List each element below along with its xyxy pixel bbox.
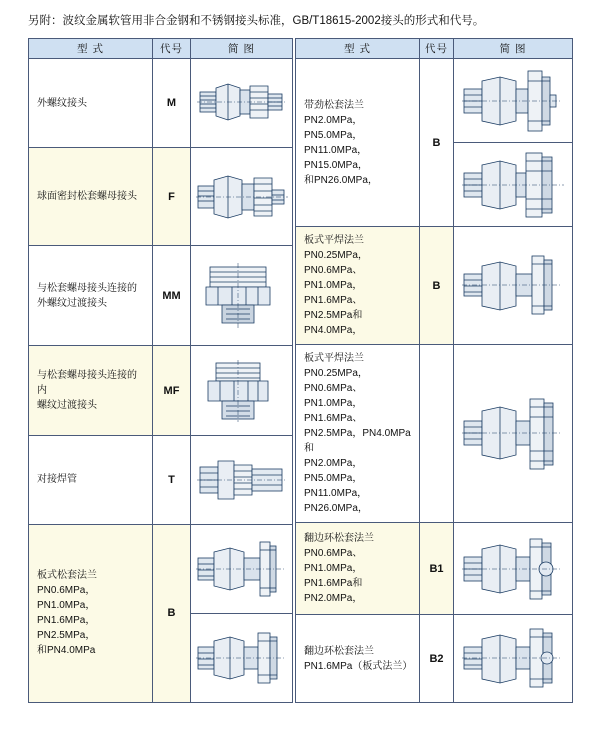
plate-loose-flange-diagram-2 bbox=[193, 625, 290, 691]
row-figure-cell bbox=[191, 148, 293, 246]
row-type-cell: 板式平焊法兰 PN0.25MPa，PN0.6MPa、 PN1.0MPa，PN1.6MPa、 PN2.5MPa和PN4.0MPa， bbox=[296, 227, 420, 345]
left-header-type: 型 式 bbox=[29, 39, 153, 59]
row-type-cell: 对接焊管 bbox=[29, 435, 153, 524]
left-header-figure: 简 图 bbox=[191, 39, 293, 59]
table-row bbox=[29, 246, 293, 346]
table-row bbox=[296, 59, 573, 143]
page-title: 另附：波纹金属软管用非合金钢和不锈钢接头标准，GB/T18615-2002接头的形式和代号。 bbox=[28, 15, 485, 27]
table-row bbox=[296, 615, 573, 703]
row-figure-cell bbox=[454, 345, 573, 523]
row-type-cell: 板式松套法兰 PN0.6MPa，PN1.0MPa， PN1.6MPa，PN2.5MPa， 和PN4.0MPa bbox=[29, 524, 153, 702]
external-thread-transition-diagram bbox=[193, 259, 290, 333]
table-row bbox=[29, 346, 293, 435]
lap-joint-flange-diagram bbox=[456, 531, 570, 607]
right-table-header-row bbox=[296, 39, 573, 59]
row-figure-cell bbox=[191, 346, 293, 435]
right-header-code: 代号 bbox=[420, 39, 454, 59]
row-code-cell: MM bbox=[153, 246, 191, 346]
row-type-cell: 翻边环松套法兰 PN0.6MPa、PN1.0MPa， PN1.6MPa和PN2.0MPa， bbox=[296, 523, 420, 615]
table-row bbox=[29, 435, 293, 524]
row-type-cell: 带劲松套法兰 PN2.0MPa，PN5.0MPa， PN11.0MPa，PN15.0MPa， 和PN26.0MPa， bbox=[296, 59, 420, 227]
row-code-cell: M bbox=[153, 59, 191, 148]
row-figure-cell bbox=[454, 59, 573, 143]
table-row bbox=[296, 227, 573, 345]
left-table bbox=[28, 38, 293, 703]
tables-container bbox=[28, 38, 573, 703]
left-table-header-row bbox=[29, 39, 293, 59]
row-code-cell: F bbox=[153, 148, 191, 246]
row-figure-cell bbox=[191, 613, 293, 702]
spherical-seal-union-nut-diagram bbox=[193, 162, 290, 232]
table-row bbox=[29, 524, 293, 613]
row-code-cell: B bbox=[153, 524, 191, 702]
row-code-cell: B1 bbox=[420, 523, 454, 615]
plate-flat-weld-flange-2-diagram bbox=[456, 389, 570, 479]
row-code-cell: B2 bbox=[420, 615, 454, 703]
row-type-cell: 翻边环松套法兰 PN1.6MPa（板式法兰） bbox=[296, 615, 420, 703]
row-figure-cell bbox=[191, 246, 293, 346]
plate-loose-flange-diagram bbox=[193, 536, 290, 602]
right-table bbox=[295, 38, 573, 703]
row-figure-cell bbox=[191, 435, 293, 524]
row-figure-cell bbox=[191, 524, 293, 613]
row-type-cell: 与松套螺母接头连接的 外螺纹过渡接头 bbox=[29, 246, 153, 346]
table-row bbox=[296, 523, 573, 615]
row-code-cell: MF bbox=[153, 346, 191, 435]
ribbed-loose-flange-diagram-2 bbox=[456, 147, 570, 223]
row-figure-cell bbox=[454, 523, 573, 615]
plate-flat-weld-flange-diagram bbox=[456, 250, 570, 322]
row-figure-cell bbox=[454, 143, 573, 227]
row-type-cell: 外螺纹接头 bbox=[29, 59, 153, 148]
butt-weld-pipe-diagram bbox=[193, 449, 290, 511]
row-figure-cell bbox=[191, 59, 293, 148]
table-row bbox=[296, 345, 573, 523]
table-row bbox=[29, 148, 293, 246]
row-type-cell: 球面密封松套螺母接头 bbox=[29, 148, 153, 246]
right-header-figure: 简 图 bbox=[454, 39, 573, 59]
right-header-type: 型 式 bbox=[296, 39, 420, 59]
row-figure-cell bbox=[454, 227, 573, 345]
row-type-cell: 与松套螺母接头连接的内 螺纹过渡接头 bbox=[29, 346, 153, 435]
lap-joint-flange-2-diagram bbox=[456, 623, 570, 695]
row-code-cell bbox=[420, 345, 454, 523]
ribbed-loose-flange-diagram bbox=[456, 63, 570, 139]
row-type-cell: 板式平焊法兰 PN0.25MPa，PN0.6MPa、 PN1.0MPa，PN1.6MPa、 PN2.5MPa，PN4.0MPa 和 PN2.0MPa，PN5.0MPa， PN11.0MPa，PN26.0MPa， bbox=[296, 345, 420, 523]
row-code-cell: B bbox=[420, 59, 454, 227]
table-row bbox=[29, 59, 293, 148]
row-code-cell: T bbox=[153, 435, 191, 524]
left-header-code: 代号 bbox=[153, 39, 191, 59]
row-figure-cell bbox=[454, 615, 573, 703]
row-code-cell: B bbox=[420, 227, 454, 345]
threaded-male-connector-diagram bbox=[193, 70, 290, 136]
internal-thread-transition-diagram bbox=[193, 357, 290, 425]
